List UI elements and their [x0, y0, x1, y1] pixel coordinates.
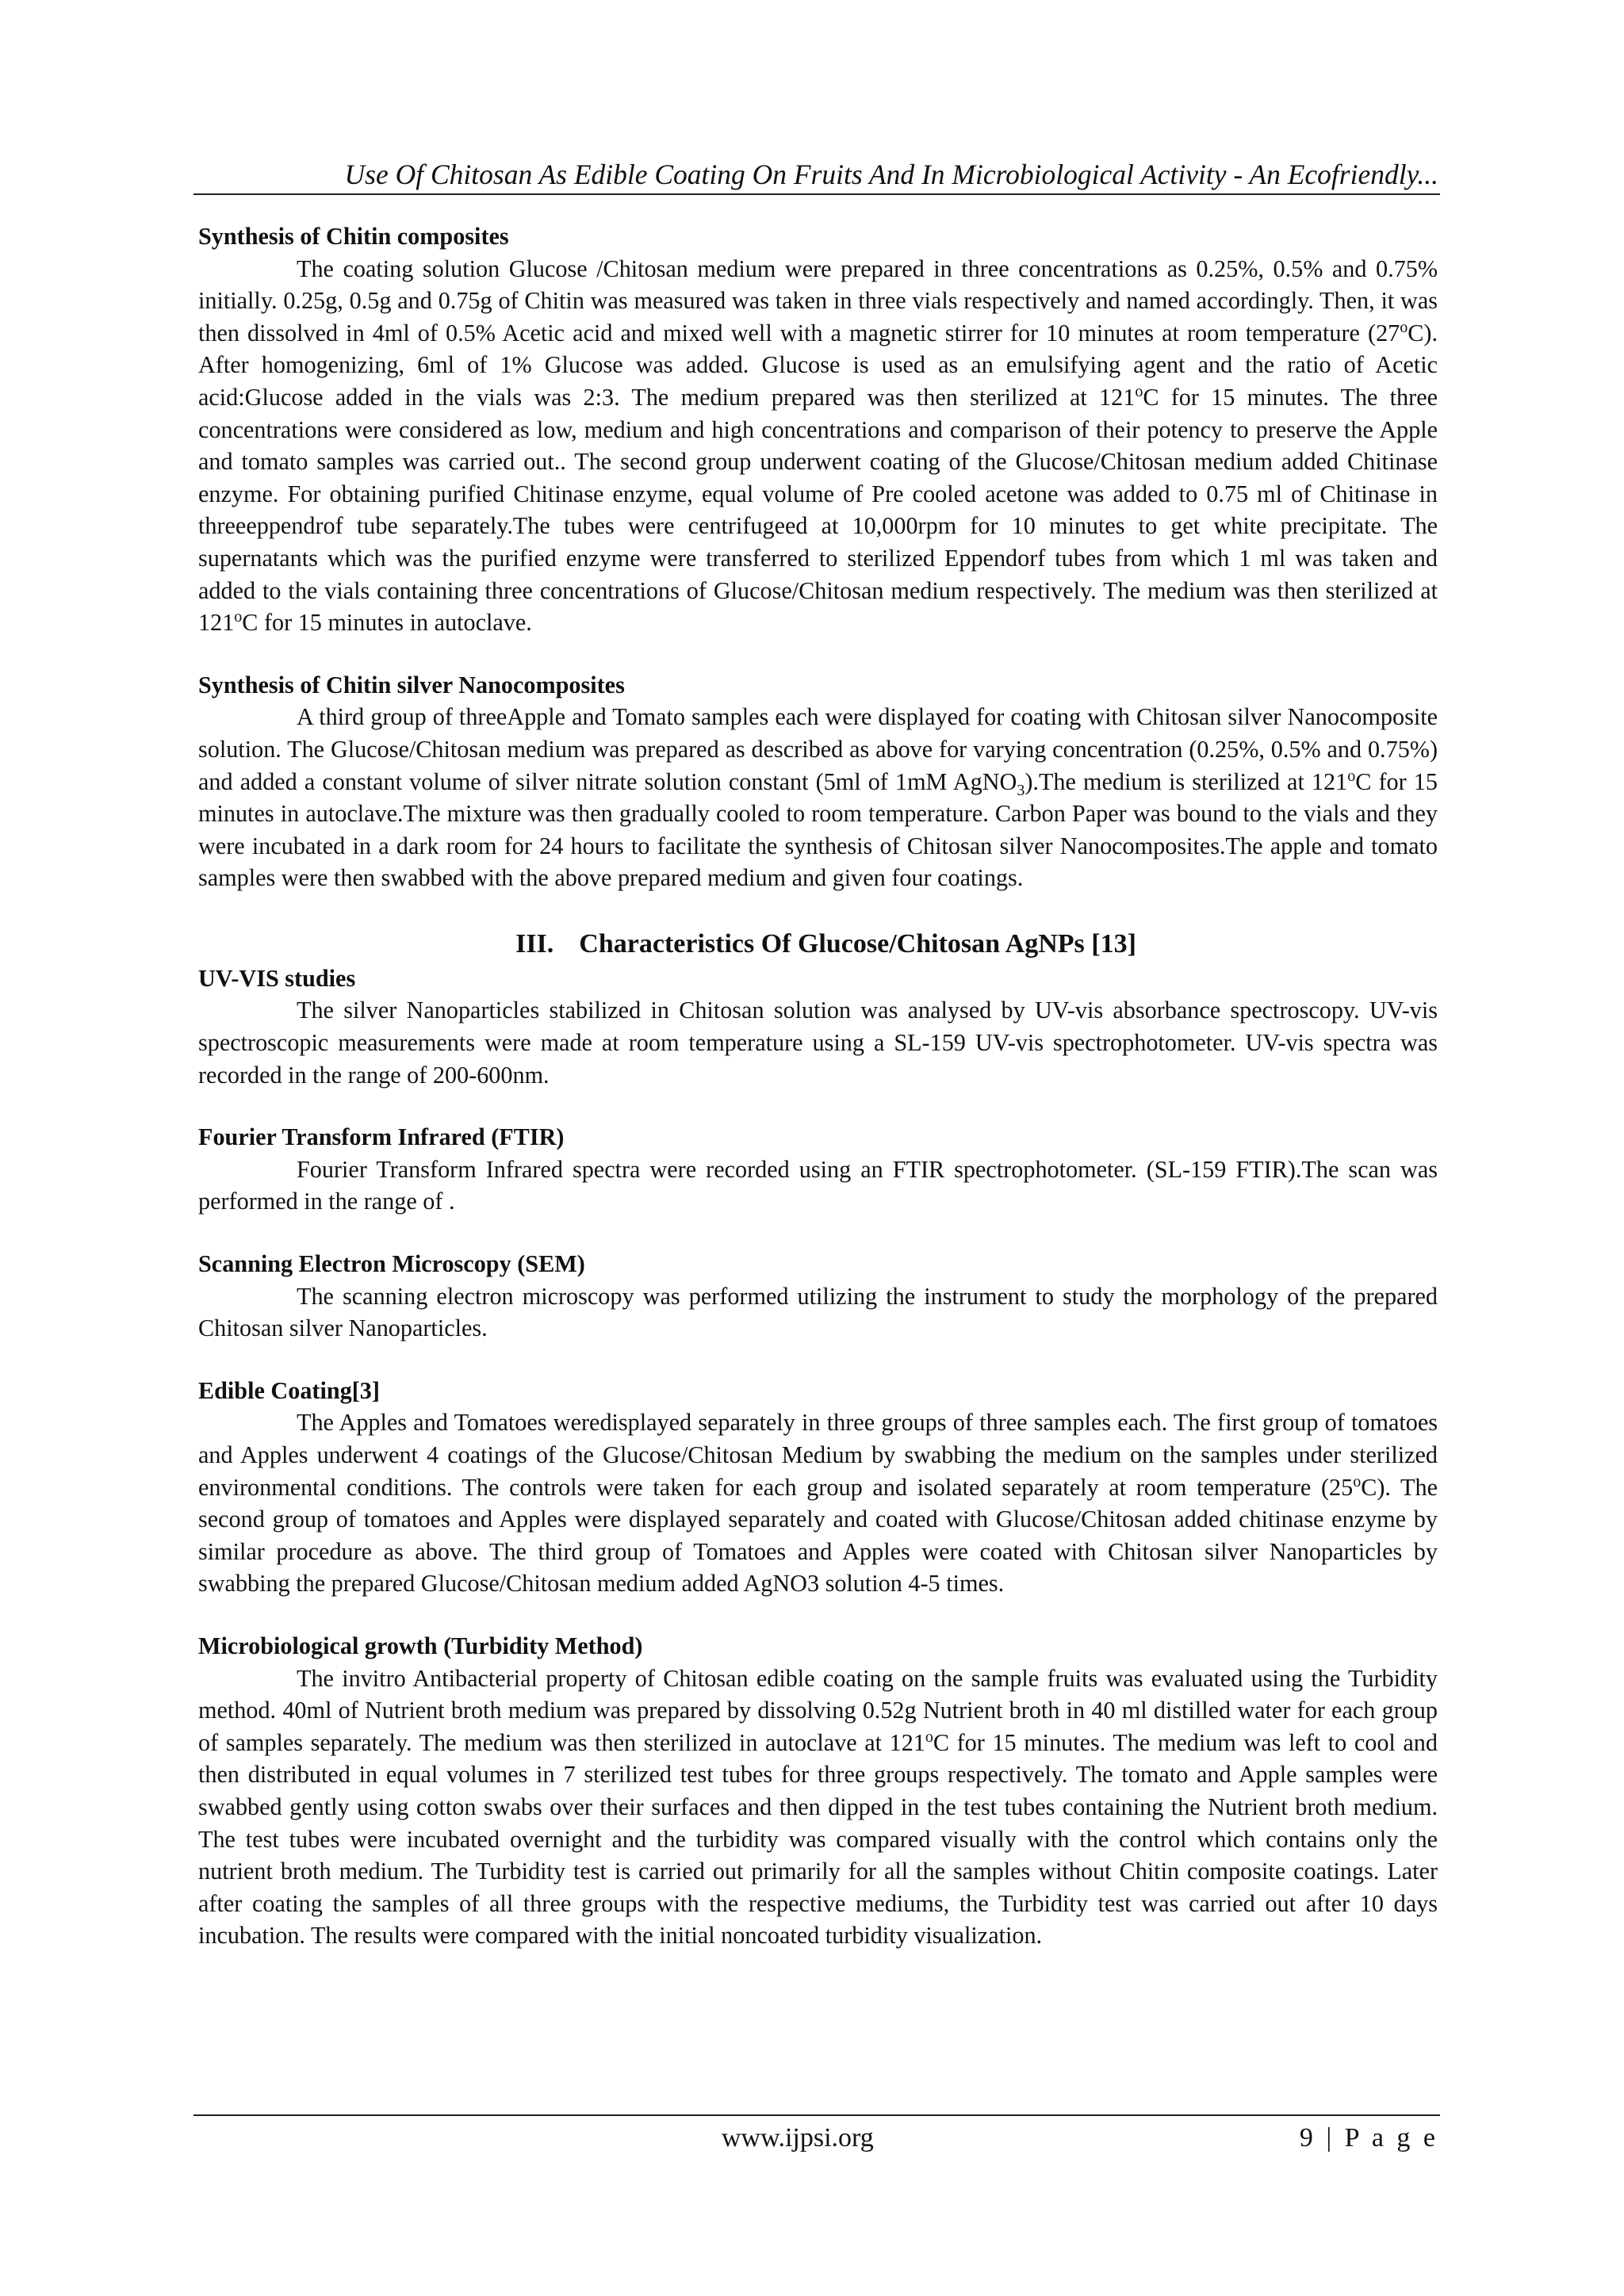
running-header: Use Of Chitosan As Edible Coating On Fruits And In Microbiological Activity - An Ecofriendly... — [344, 159, 1438, 190]
section-heading-ftir: Fourier Transform Infrared (FTIR) — [198, 1123, 565, 1151]
section-heading-turbidity: Microbiological growth (Turbidity Method) — [198, 1632, 643, 1659]
paragraph-silver-nanocomposites: A third group of threeApple and Tomato samples each were displayed for coating with Chitosan silver Nanocomposite solution. The Glucose/Chitosan medium was prepared as described as above for varying concentration (0.25%, 0.5% and 0.75%) and added a constant volume of silver nitrate solution constant (5ml of 1mM AgNO$_3$).The medium is sterilized at 121$^o$C for 15 minutes in autoclave.The mixture was then gradually cooled to room temperature. Carbon Paper was bound to the vials and they were incubated in a dark room for 24 hours to facilitate the synthesis of Chitosan silver Nanocomposites.The apple and tomato samples were then swabbed with the above prepared medium and given four coatings. — [198, 703, 1438, 892]
page-number: 9 | P a g e — [1299, 2123, 1438, 2152]
footer-rule — [193, 2114, 1440, 2116]
paragraph-edible-coating: The Apples and Tomatoes weredisplayed separately in three groups of three samples each. The first group of tomatoes and Apples underwent 4 coatings of the Glucose/Chitosan Medium by swabbing the medium on the samples under sterilized environmental conditions. The controls were taken for each group and isolated separately at room temperature (25$^o$C). The second group of tomatoes and Apples were displayed separately and coated with Glucose/Chitosan added chitinase enzyme by similar procedure as above. The third group of Tomatoes and Apples were coated with Chitosan silver Nanoparticles by swabbing the prepared Glucose/Chitosan medium added AgNO3 solution 4-5 times. — [198, 1409, 1438, 1598]
paragraph-sem: The scanning electron microscopy was performed utilizing the instrument to study the morphology of the prepared Chitosan silver Nanoparticles. — [198, 1282, 1438, 1342]
section-heading-chitin-composites: Synthesis of Chitin composites — [198, 223, 509, 250]
section-heading-edible-coating: Edible Coating[3] — [198, 1376, 380, 1404]
paragraph-uv-vis: The silver Nanoparticles stabilized in Chitosan solution was analysed by UV-vis absorbance spectroscopy. UV-vis spectroscopic measurements were made at room temperature using a SL-159 UV-vis spectrophotometer. UV-vis spectra was recorded in the range of 200-600nm. — [198, 997, 1438, 1089]
header-rule — [193, 193, 1440, 195]
paragraph-turbidity: The invitro Antibacterial property of Chitosan edible coating on the sample fruits was evaluated using the Turbidity method. 40ml of Nutrient broth medium was prepared by dissolving 0.52g Nutrient broth in 40 ml distilled water for each group of samples separately. The medium was then sterilized in autoclave at 121$^o$C for 15 minutes. The medium was left to cool and then distributed in equal volumes in 7 sterilized test tubes for three groups respectively. The tomato and Apple samples were swabbed gently using cotton swabs over their surfaces and then dipped in the test tubes containing the Nutrient broth medium. The test tubes were incubated overnight and the turbidity was compared visually with the control which contains only the nutrient broth medium. The Turbidity test is carried out primarily for all the samples without Chitin composite coatings. Later after coating the samples of all three groups with the respective mediums, the Turbidity test was carried out after 10 days incubation. The results were compared with the initial noncoated turbidity visualization. — [198, 1664, 1438, 1950]
paragraph-ftir: Fourier Transform Infrared spectra were recorded using an FTIR spectrophotometer. (SL-159 FTIR).The scan was performed in the range of . — [198, 1155, 1438, 1215]
section-heading-sem: Scanning Electron Microscopy (SEM) — [198, 1250, 585, 1278]
paragraph-chitin-composites: The coating solution Glucose /Chitosan medium were prepared in three concentrations as 0.25%, 0.5% and 0.75% initially. 0.25g, 0.5g and 0.75g of Chitin was measured was taken in three vials respectively and named accordingly. Then, it was then dissolved in 4ml of 0.5% Acetic acid and mixed well with a magnetic stirrer for 10 minutes at room temperature (27$^o$C). After homogenizing, 6ml of 1% Glucose was added. Glucose is used as an emulsifying agent and the ratio of Acetic acid:Glucose added in the vials was 2:3. The medium prepared was then sterilized at 121$^o$C for 15 minutes. The three concentrations were considered as low, medium and high concentrations and comparison of their potency to preserve the Apple and tomato samples was carried out.. The second group underwent coating of the Glucose/Chitosan medium added Chitinase enzyme. For obtaining purified Chitinase enzyme, equal volume of Pre cooled acetone was added to 0.75 ml of Chitinase in threeeppendrof tube separately.The tubes were centrifugeed at 10,000rpm for 10 minutes to get white precipitate. The supernatants which was the purified enzyme were transferred to sterilized Eppendorf tubes from which 1 ml was taken and added to the vials containing three concentrations of Glucose/Chitosan medium respectively. The medium was then sterilized at 121$^o$C for 15 minutes in autoclave. — [198, 254, 1438, 637]
section-heading-silver-nanocomposites: Synthesis of Chitin silver Nanocomposites — [198, 671, 625, 698]
section-heading-uv-vis: UV-VIS studies — [198, 964, 356, 992]
footer-url: www.ijpsi.org — [722, 2123, 874, 2152]
section-title-characteristics: III. Characteristics Of Glucose/Chitosan AgNPs [13] — [515, 928, 1136, 959]
page-body — [198, 220, 1438, 1952]
